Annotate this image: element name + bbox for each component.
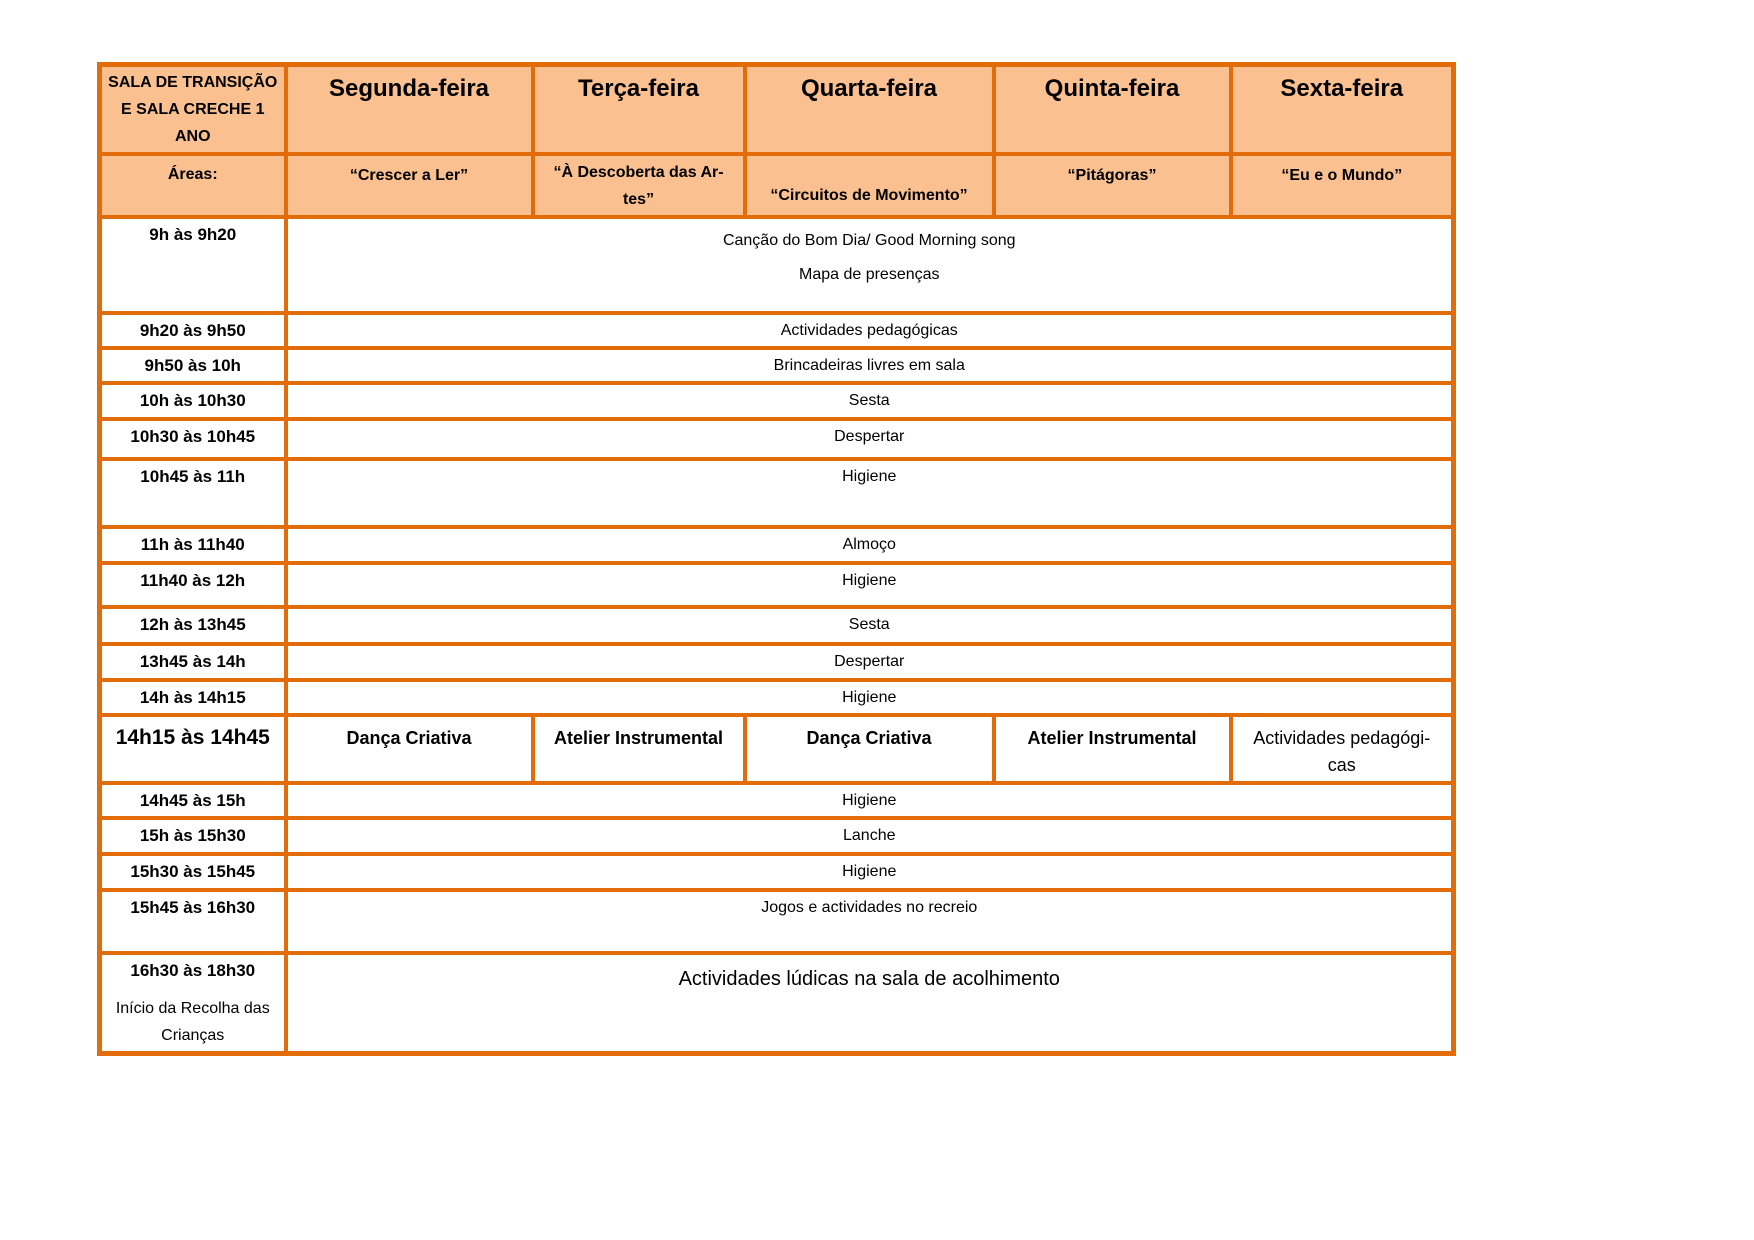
activity-line: Canção do Bom Dia/ Good Morning song xyxy=(722,232,1016,249)
schedule-table xyxy=(97,62,1456,1056)
time-cell: 15h às 15h30 xyxy=(100,818,286,854)
activity-cell: Despertar xyxy=(286,644,1454,680)
activity-cell: Despertar xyxy=(286,419,1454,459)
time-cell: 15h45 às 16h30 xyxy=(100,890,286,953)
schedule-row xyxy=(100,459,1454,527)
activity-cell: Higiene xyxy=(286,459,1454,527)
day-header-sexta: Sexta-feira xyxy=(1231,65,1454,155)
area-cell-quinta xyxy=(994,154,1231,217)
activity-cell: Actividades lúdicas na sala de acolhimento xyxy=(286,953,1454,1054)
activity-line: Mapa de presenças xyxy=(798,266,940,283)
schedule-row xyxy=(100,644,1454,680)
area-cell-sexta xyxy=(1231,154,1454,217)
activity-cell: Higiene xyxy=(286,680,1454,715)
time-cell: 13h45 às 14h xyxy=(100,644,286,680)
corner-title-line: E SALA CRECHE 1 xyxy=(121,101,265,118)
time-cell: 10h30 às 10h45 xyxy=(100,419,286,459)
time-label: 16h30 às 18h30 xyxy=(130,961,256,980)
activity-cell: Actividades pedagógicas xyxy=(286,313,1454,348)
schedule-row xyxy=(100,419,1454,459)
schedule-row xyxy=(100,818,1454,854)
schedule-row xyxy=(100,217,1454,313)
activity-cell: Jogos e actividades no recreio xyxy=(286,890,1454,953)
schedule-row-evening xyxy=(100,953,1454,1054)
area-name: “Circuitos de Movimento” xyxy=(770,187,968,204)
time-cell: 9h20 às 9h50 xyxy=(100,313,286,348)
area-name: tes” xyxy=(622,190,655,208)
time-cell: 9h às 9h20 xyxy=(100,217,286,313)
time-cell: 14h às 14h15 xyxy=(100,680,286,715)
schedule-row-activities xyxy=(100,715,1454,783)
activity-pedagogicas-sexta xyxy=(1231,715,1454,783)
activity-line: cas xyxy=(1327,755,1356,775)
activity-cell: Higiene xyxy=(286,563,1454,607)
area-cell-quarta xyxy=(745,154,994,217)
area-cell-terca xyxy=(533,154,745,217)
day-header-quinta: Quinta-feira xyxy=(994,65,1231,155)
area-name: “Pitágoras” xyxy=(1067,167,1157,184)
activity-line: Actividades pedagógi- xyxy=(1253,728,1431,748)
schedule-row xyxy=(100,680,1454,715)
schedule-row xyxy=(100,313,1454,348)
schedule-row xyxy=(100,607,1454,644)
header-row-areas xyxy=(100,154,1454,217)
area-cell-segunda xyxy=(286,154,533,217)
schedule-row xyxy=(100,854,1454,890)
time-cell: 11h às 11h40 xyxy=(100,527,286,563)
day-header-terca: Terça-feira xyxy=(533,65,745,155)
corner-title-line: ANO xyxy=(174,128,211,145)
areas-label-cell: Áreas: xyxy=(100,154,286,217)
activity-cell: Lanche xyxy=(286,818,1454,854)
schedule-row xyxy=(100,383,1454,419)
time-cell xyxy=(100,953,286,1054)
corner-title-cell xyxy=(100,65,286,155)
area-name: “À Descoberta das Ar- xyxy=(553,163,724,181)
activity-cell: Sesta xyxy=(286,607,1454,644)
area-name: “Eu e o Mundo” xyxy=(1281,167,1403,184)
header-row-days xyxy=(100,65,1454,155)
time-cell: 14h45 às 15h xyxy=(100,783,286,818)
activity-atelier-instrumental-quinta: Atelier Instrumental xyxy=(994,715,1231,783)
day-header-segunda: Segunda-feira xyxy=(286,65,533,155)
schedule-row xyxy=(100,527,1454,563)
time-cell: 10h45 às 11h xyxy=(100,459,286,527)
activity-cell: Higiene xyxy=(286,783,1454,818)
schedule-row xyxy=(100,783,1454,818)
time-cell: 14h15 às 14h45 xyxy=(100,715,286,783)
activity-cell: Higiene xyxy=(286,854,1454,890)
time-cell: 10h às 10h30 xyxy=(100,383,286,419)
day-header-quarta: Quarta-feira xyxy=(745,65,994,155)
activity-danca-criativa-segunda: Dança Criativa xyxy=(286,715,533,783)
corner-title-line: SALA DE TRANSIÇÃO xyxy=(108,74,278,91)
time-subtitle: Início da Recolha das Crianças xyxy=(115,1000,270,1044)
time-cell: 9h50 às 10h xyxy=(100,348,286,383)
activity-atelier-instrumental-terca: Atelier Instrumental xyxy=(533,715,745,783)
schedule-row xyxy=(100,563,1454,607)
schedule-row xyxy=(100,890,1454,953)
time-cell: 15h30 às 15h45 xyxy=(100,854,286,890)
activity-cell: Sesta xyxy=(286,383,1454,419)
area-name: “Crescer a Ler” xyxy=(349,167,469,184)
activity-cell: Brincadeiras livres em sala xyxy=(286,348,1454,383)
activity-danca-criativa-quarta: Dança Criativa xyxy=(745,715,994,783)
time-cell: 11h40 às 12h xyxy=(100,563,286,607)
activity-cell xyxy=(286,217,1454,313)
activity-cell: Almoço xyxy=(286,527,1454,563)
schedule-row xyxy=(100,348,1454,383)
time-cell: 12h às 13h45 xyxy=(100,607,286,644)
